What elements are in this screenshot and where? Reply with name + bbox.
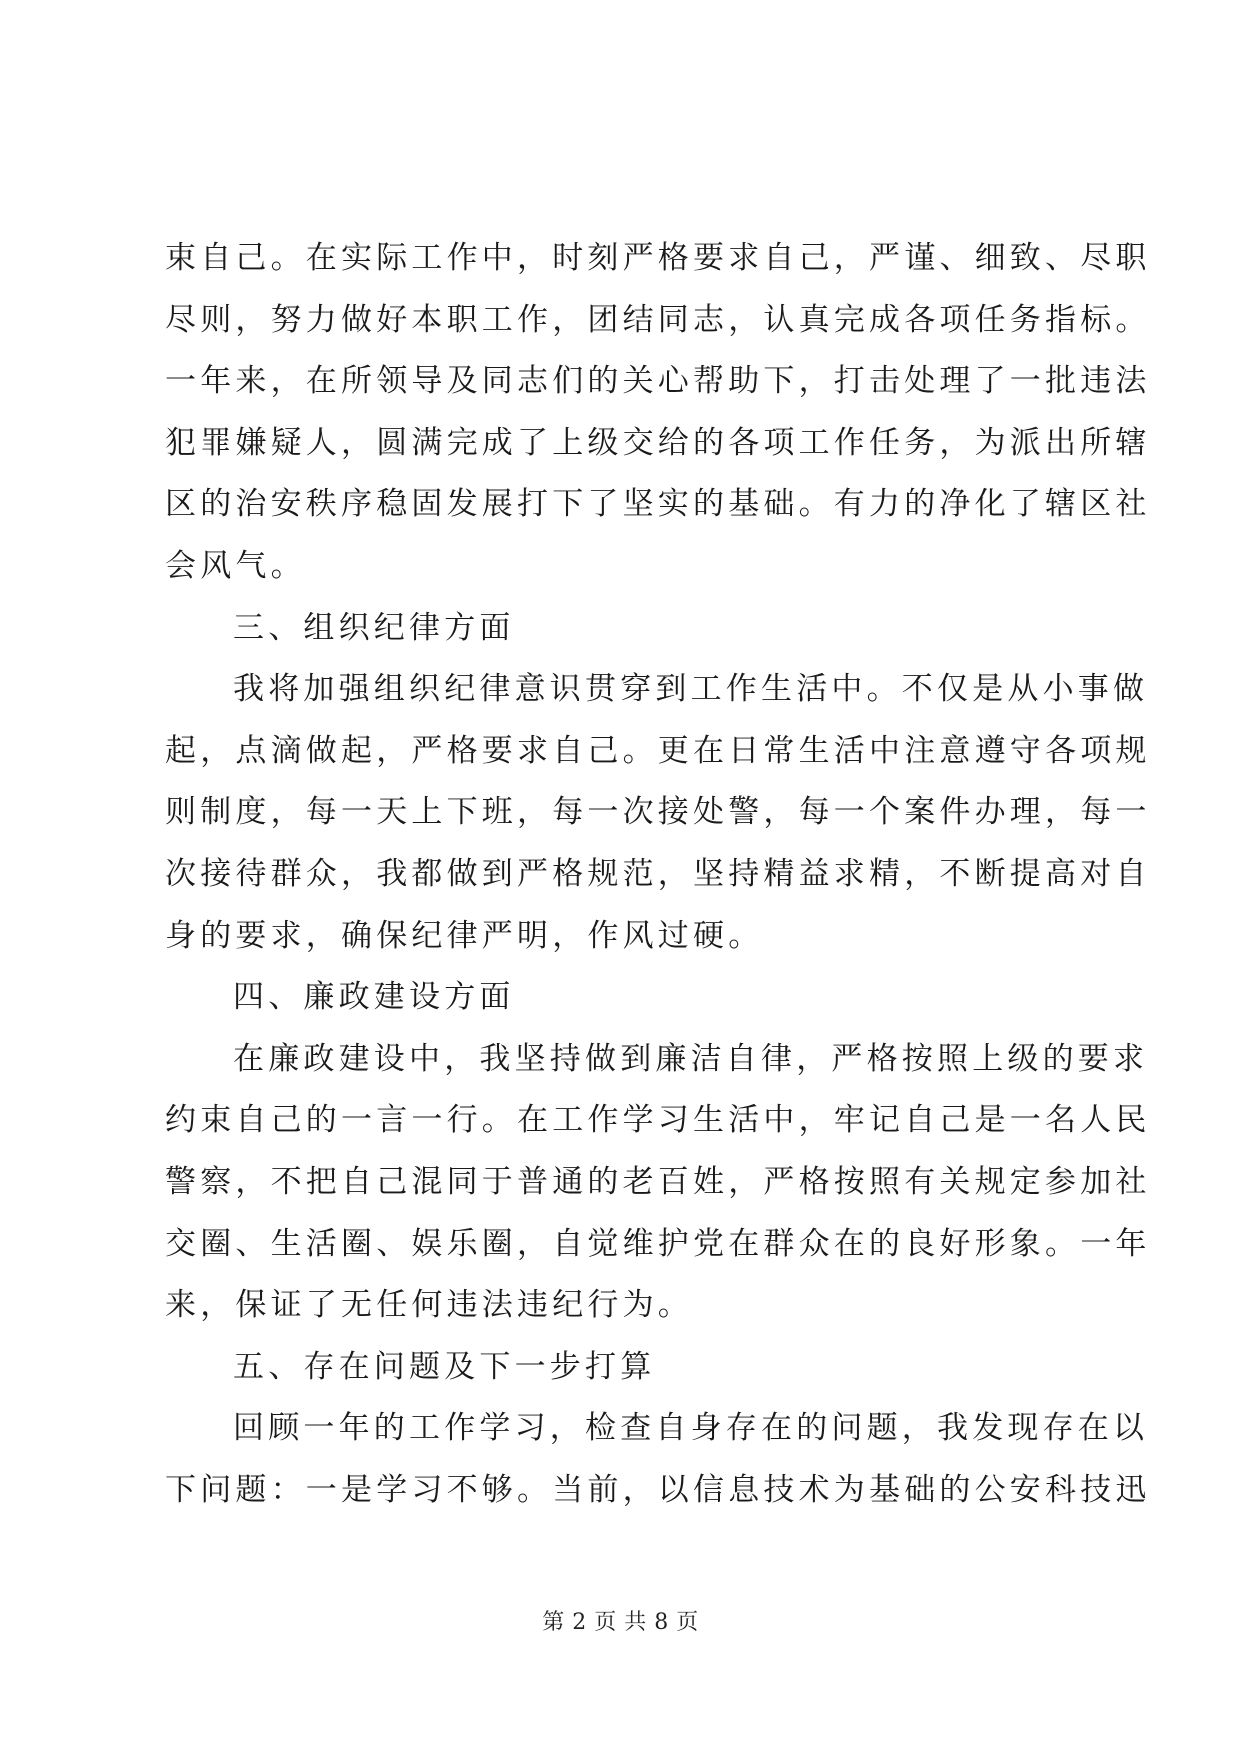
- text-line: 三、组织纪律方面: [233, 609, 515, 646]
- body-text: [165, 228, 1151, 1521]
- text-line: 束自己。在实际工作中，时刻严格要求自己，严谨、细致、尽职: [165, 240, 1151, 276]
- text-line: 交圈、生活圈、娱乐圈，自觉维护党在群众在的良好形象。一年: [165, 1225, 1151, 1262]
- text-line: 次接待群众，我都做到严格规范，坚持精益求精，不断提高对自: [165, 855, 1151, 892]
- text-line: 我将加强组织纪律意识贯穿到工作生活中。不仅是从小事做: [233, 671, 1149, 708]
- text-line: 警察，不把自己混同于普通的老百姓，严格按照有关规定参加社: [165, 1163, 1151, 1200]
- text-line: 来，保证了无任何违法违纪行为。: [165, 1287, 693, 1324]
- text-line: 四、廉政建设方面: [233, 979, 515, 1016]
- text-line: 下问题：一是学习不够。当前，以信息技术为基础的公安科技迅: [165, 1471, 1151, 1508]
- text-line: 在廉政建设中，我坚持做到廉洁自律，严格按照上级的要求: [233, 1040, 1149, 1077]
- text-line: 区的治安秩序稳固发展打下了坚实的基础。有力的净化了辖区社: [165, 486, 1151, 523]
- text-line: 约束自己的一言一行。在工作学习生活中，牢记自己是一名人民: [165, 1102, 1151, 1139]
- text-line: 起，点滴做起，严格要求自己。更在日常生活中注意遵守各项规: [165, 732, 1151, 769]
- page-footer: 第 2 页 共 8 页: [542, 1610, 699, 1635]
- text-line: 回顾一年的工作学习，检查自身存在的问题，我发现存在以: [233, 1410, 1149, 1447]
- text-line: 身的要求，确保纪律严明，作风过硬。: [165, 917, 764, 954]
- text-line: 尽则，努力做好本职工作，团结同志，认真完成各项任务指标。: [165, 301, 1151, 338]
- text-line: 犯罪嫌疑人，圆满完成了上级交给的各项工作任务，为派出所辖: [165, 424, 1151, 461]
- text-line: 会风气。: [165, 547, 306, 584]
- text-line: 一年来，在所领导及同志们的关心帮助下，打击处理了一批违法: [165, 363, 1151, 400]
- text-line: 五、存在问题及下一步打算: [233, 1348, 656, 1385]
- text-line: 则制度，每一天上下班，每一次接处警，每一个案件办理，每一: [165, 794, 1151, 831]
